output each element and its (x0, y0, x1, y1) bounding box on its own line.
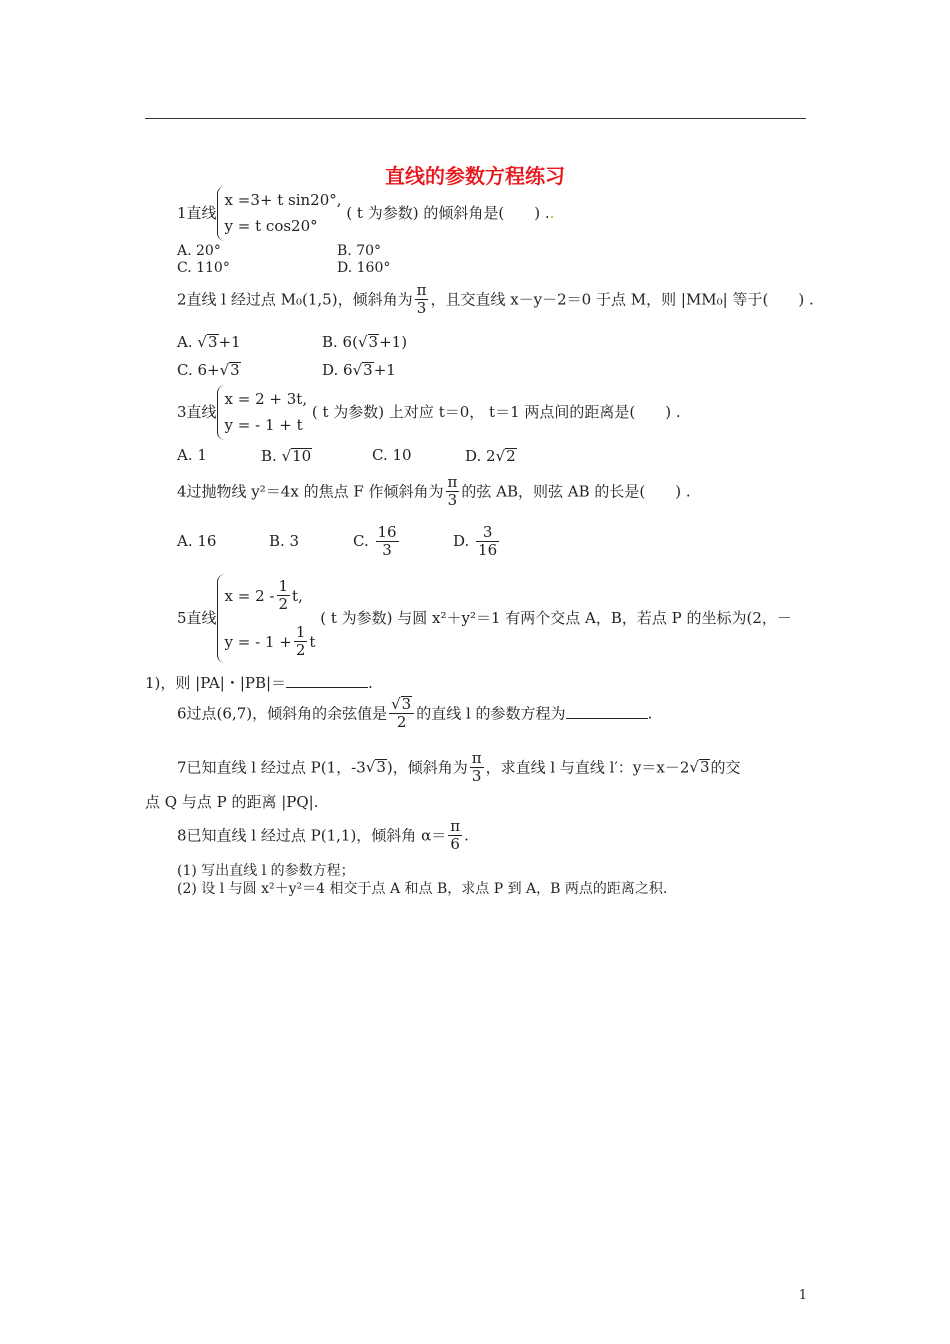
q7-stem-b: )，倾斜角为 (386, 758, 468, 777)
q2-stem-a: 2直线 l 经过点 M₀(1,5)，倾斜角为 (177, 290, 413, 309)
q7-frac-num: π (471, 749, 482, 767)
q8-angle-fraction (448, 818, 462, 854)
q2-option-a (177, 334, 241, 351)
sqrt-sign: √3 (365, 758, 386, 777)
q3-opt-b-radicand: 10 (292, 447, 312, 465)
q2-option-d (322, 362, 396, 379)
header-rule (145, 118, 806, 119)
q3-option-c: C. 10 (372, 446, 412, 464)
q3-option-d (465, 448, 517, 465)
q3-opt-d-prefix: D. 2 (465, 447, 496, 465)
q5-row1-b: t, (292, 586, 303, 605)
q2-option-b (322, 334, 407, 351)
q6-cos-fraction (389, 696, 414, 732)
q4-opt-d-num: 3 (482, 523, 493, 541)
q8-stem-b: . (464, 826, 469, 845)
sqrt-sign: √10 (281, 447, 312, 465)
q2-opt-c-prefix: C. 6+ (177, 361, 220, 379)
page-title: 直线的参数方程练习 (385, 164, 565, 188)
sqrt-sign: √2 (495, 447, 516, 465)
q3-label: 3直线 (177, 403, 217, 421)
q4-option-d (453, 524, 501, 560)
q5-line2-text: 1)，则 |PA|・|PB|＝ (145, 674, 287, 692)
sqrt-sign: √3 (689, 758, 710, 777)
q1-option-b: B. 70° (337, 243, 382, 259)
q6-frac-radicand: 3 (401, 695, 412, 713)
sqrt-sign: √3 (219, 361, 240, 379)
decor-dot: . (549, 204, 555, 222)
q5-line-2 (145, 676, 373, 691)
q1-tail: ( t 为参数) 的倾斜角是( ) . (346, 204, 550, 222)
q1-option-d: D. 160° (337, 260, 391, 276)
q5-row1-num: 1 (278, 577, 289, 595)
q5-row2-b: t (309, 632, 316, 651)
q3-system-row-1: x = 2 + 3t, (224, 390, 308, 408)
q2-frac-den: 3 (415, 299, 429, 317)
q5-row2-a: y = - 1 + (224, 632, 292, 651)
q5-line2-end: . (368, 674, 373, 692)
q2-opt-b-tail: +1) (379, 333, 408, 351)
q4-stem-b: 的弦 AB，则弦 AB 的长是( ) . (461, 482, 691, 501)
q2-opt-a-tail: +1 (218, 333, 241, 351)
question-2 (177, 282, 814, 318)
q1-option-c: C. 110° (177, 260, 230, 276)
question-5 (177, 574, 792, 663)
q7-radicand-1: 3 (376, 758, 386, 777)
q3-option-b (261, 448, 312, 465)
q8-part-2: (2) 设 l 与圆 x²＋y²＝4 相交于点 A 和点 B，求点 P 到 A，B 两点的距离之积. (177, 881, 668, 897)
q4-opt-c-fraction (376, 524, 399, 560)
q5-system (217, 574, 316, 663)
q7-stem-c: ，求直线 l 与直线 l′：y＝x－2 (485, 758, 690, 777)
q2-opt-d-prefix: D. 6 (322, 361, 353, 379)
q4-opt-d-fraction (476, 524, 499, 560)
q2-option-c (177, 362, 241, 379)
q2-stem-b: ，且交直线 x－y－2＝0 于点 M，则 |MM₀| 等于( ) . (430, 290, 814, 309)
question-3 (177, 385, 681, 440)
q2-opt-c-radicand: 3 (230, 361, 240, 379)
q4-opt-c-den: 3 (376, 541, 399, 559)
q2-opt-d-tail: +1 (373, 361, 396, 379)
question-8 (177, 818, 469, 854)
q7-radicand-2: 3 (699, 758, 710, 777)
q8-part-1: (1) 写出直线 l 的参数方程； (177, 863, 355, 879)
q6-stem-a: 6过点(6,7)，倾斜角的余弦值是 (177, 704, 388, 723)
page-number: 1 (798, 1288, 807, 1303)
q1-option-a: A. 20° (177, 243, 221, 259)
q2-frac-num: π (416, 281, 427, 299)
q3-opt-b-prefix: B. (261, 447, 277, 465)
q4-option-c (353, 524, 453, 560)
q5-row1-den: 2 (278, 595, 289, 614)
q4-option-b: B. 3 (269, 532, 300, 551)
sqrt-sign: √3 (391, 695, 412, 713)
q1-system-row-2: y = t cos20° (224, 216, 318, 235)
q5-row1-fraction (277, 578, 291, 614)
q8-frac-den: 6 (448, 835, 462, 853)
q1-system (217, 186, 342, 241)
sqrt-sign: √3 (352, 361, 373, 379)
q2-opt-b-prefix: B. 6( (322, 333, 358, 351)
q5-row2-num: 1 (295, 622, 306, 641)
q3-opt-d-radicand: 2 (506, 447, 516, 465)
question-6 (177, 696, 652, 732)
q8-frac-num: π (450, 817, 461, 835)
q7-line-2: 点 Q 与点 P 的距离 |PQ|. (145, 793, 319, 811)
q5-row2-den: 2 (295, 640, 306, 659)
q4-angle-fraction (446, 474, 460, 510)
q7-frac-den: 3 (470, 767, 484, 785)
q4-frac-den: 3 (446, 491, 460, 509)
sqrt-sign: √3 (197, 333, 218, 351)
question-4 (177, 474, 691, 510)
q4-frac-num: π (447, 473, 458, 491)
q6-answer-blank (566, 708, 648, 719)
q3-option-a: A. 1 (177, 446, 207, 464)
q5-system-row-2 (225, 624, 316, 660)
q2-opt-d-radicand: 3 (363, 361, 373, 379)
q4-opt-c-num: 16 (377, 523, 397, 541)
q5-tail: ( t 为参数) 与圆 x²＋y²＝1 有两个交点 A，B，若点 P 的坐标为(2，－ (320, 609, 792, 627)
q4-opt-c-prefix: C. (353, 531, 369, 550)
q7-angle-fraction (470, 750, 484, 786)
q8-stem-a: 8已知直线 l 经过点 P(1,1)，倾斜角 α＝ (177, 826, 447, 845)
q6-frac-num (389, 696, 414, 713)
q5-answer-blank (286, 677, 368, 688)
q3-system-row-2: y = - 1 + t (224, 415, 303, 434)
q6-end: . (647, 704, 653, 723)
q4-opt-d-den: 16 (478, 541, 498, 560)
q5-row2-fraction (294, 624, 308, 660)
q6-stem-b: 的直线 l 的参数方程为 (416, 704, 566, 723)
q7-stem-a: 7已知直线 l 经过点 P(1，-3 (177, 758, 366, 777)
question-1 (177, 186, 554, 241)
q7-stem-d: 的交 (710, 758, 741, 777)
sqrt-sign: √3 (357, 333, 379, 351)
q1-system-row-1: x =3+ t sin20°, (224, 191, 342, 209)
q2-angle-fraction (415, 282, 429, 318)
q4-option-a: A. 16 (177, 532, 217, 551)
q6-frac-den: 2 (389, 713, 414, 731)
question-7 (177, 750, 741, 786)
q1-label: 1直线 (177, 204, 217, 222)
q5-row1-a: x = 2 - (224, 586, 275, 605)
q5-system-row-1 (225, 578, 316, 614)
q2-opt-a-radicand: 3 (207, 333, 218, 351)
q3-tail: ( t 为参数) 上对应 t＝0， t＝1 两点间的距离是( ) . (311, 403, 681, 421)
q4-options (177, 524, 501, 560)
q2-opt-a-prefix: A. (177, 333, 193, 351)
q3-system (217, 385, 308, 440)
q4-stem-a: 4过抛物线 y²＝4x 的焦点 F 作倾斜角为 (177, 482, 444, 501)
q4-opt-d-prefix: D. (453, 531, 470, 550)
q2-opt-b-radicand: 3 (368, 333, 379, 351)
q5-label: 5直线 (177, 609, 217, 627)
